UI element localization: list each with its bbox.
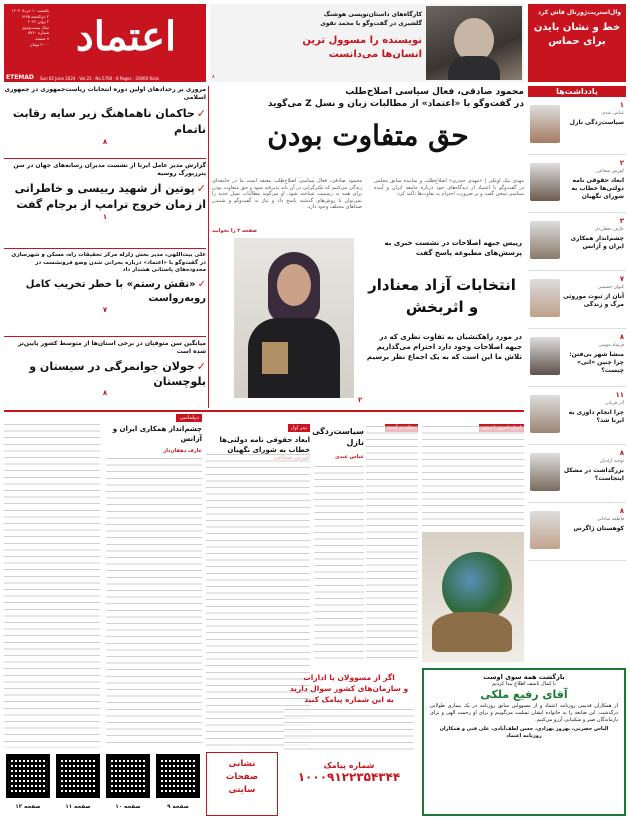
sidebar-list [528, 99, 626, 561]
author-avatar [530, 279, 560, 317]
story-kicker: گزارش مدیر عامل ایرنا از نشست مدیران رسانه‌های جهان در سن پترزبورگ روسیه [13, 162, 206, 177]
author-photo [426, 6, 522, 80]
author-avatar [530, 395, 560, 433]
story-headline: ✓حاکمان ناهماهنگ زیر سایه رقابت ناتمام [12, 107, 206, 136]
sms-number[interactable]: ۱۰۰۰۹۱۲۲۳۵۴۳۴۴ [297, 770, 401, 784]
qr-label: صفحه ۱۱ [65, 804, 91, 810]
page-number: ۷ [102, 305, 108, 314]
col-body-2 [314, 466, 364, 662]
author-name: آذر قربانی [604, 401, 624, 406]
note-title: منشا شهر بی‌فتن: چرا چنین «انی» چیست؟ [569, 351, 624, 374]
author-avatar [530, 105, 560, 143]
issue-strip: Sun 02 June 2024 · Vol.22 · No.5760 · 8 Pages · 20000 Rials [40, 76, 159, 81]
qr-code[interactable] [56, 754, 100, 798]
page-number: ۳ [619, 217, 624, 225]
main-story[interactable] [212, 86, 524, 236]
main-headline: حق متفاوت بودن [267, 119, 469, 152]
obit-intro: با کمال تاسف اطلاع پیدا کردیم [492, 681, 556, 687]
story-kicker: مروری بر رخدادهای اولین دوره انتخابات ریاست‌جمهوری در جمهوری اسلامی [4, 86, 206, 101]
note-title: سیاست‌زدگی نازل [569, 119, 624, 126]
main-body-left: محمود صادقی، فعال سیاسی اصلاح‌طلب معتقد است ما در جامعه‌ای زندگی می‌کنیم که تکثرگرایی در آن باید پذیرفته شود و حق متفاوت بودن برای همه به رسمیت شناخته شود. او می‌گوید مطالبات نسل جدید را نمی‌توان با روش‌های گذشته پاسخ داد و نیاز به گفت‌وگو و شنیدن صداهای مختلف وجود دارد. [212, 178, 362, 211]
woman-photo [234, 238, 354, 398]
col-author: عباس عبدی [335, 454, 364, 460]
date-block: یکشنبه ۱۰ خرداد ۱۴۰۳ ۲ ذی‌الحجه ۱۴۴۵ ۲ ژوئن ۲۰۲۴ سال بیست‌ودوم شماره ۵۷۶۰ ۸ صفحه ۲۰۰۰ تومان [11, 8, 49, 47]
check-icon: ✓ [196, 107, 206, 120]
earth-photo [422, 532, 524, 662]
note-title: بزرگداشت در مشکل اینجاست؟ [563, 467, 624, 482]
section-label: دیپلماسی [176, 414, 202, 422]
author-name: فرشاد مومنی [598, 343, 624, 348]
page-number: ۸ [619, 333, 624, 341]
election-story-2[interactable] [4, 162, 206, 246]
qr-code[interactable] [156, 754, 200, 798]
story-headline: خط و نشان بایدن برای حماس [533, 22, 621, 47]
ad-lines: اگر از مسوولان یا ادارات و سازمان‌های کشور سوال دارید به این شماره پیامک کنید [289, 673, 409, 704]
ad-body [284, 709, 414, 755]
author-name: توحید آزادیان [599, 459, 624, 464]
main-subhead: در گفت‌وگو با «اعتماد» از مطالبات زبان و نسل Z می‌گوید [267, 99, 524, 109]
page-number: ۱۱ [615, 391, 624, 399]
page-number: ۸ [619, 449, 624, 457]
bottom-col-1[interactable] [4, 414, 202, 750]
note-title: ابعاد حقوقی نامه دولتی‌ها خطاب به شورای نگهبان [571, 177, 624, 200]
note-title: چرا انجام داوری به ایرنا شد؟ [568, 409, 624, 424]
photo-body: در مورد راهکنشیان به تفاوت نظری که در جبهه اصلاحات وجود دارد احترام می‌گذاریم تلاش ما این است که به یک اجماع نظر برسیم [366, 333, 522, 361]
page-number: ۸ [619, 507, 624, 515]
author-name: کورش شجاعی [595, 169, 624, 174]
bottom-col-3[interactable] [314, 414, 418, 664]
col-headline: چشم‌انداز همکاری ایران و آزانس [112, 425, 202, 443]
page-number: ۸ [102, 138, 108, 146]
obit-signature: الیاس حضرتی، بهروز بهزادی، حسن لطف‌آبادی، علی فنی و همکاران روزنامه اعتماد [439, 726, 609, 739]
sidebar-item[interactable] [528, 447, 626, 503]
obit-name: آقای رفیع ملکی [480, 688, 568, 701]
col-body [422, 426, 524, 526]
note-title: چشم‌انداز همکاری ایران و آزانس [570, 235, 624, 250]
qr-label: صفحه ۹ [167, 804, 189, 810]
election-story-3[interactable] [4, 252, 206, 334]
qr-label: صفحه ۱۰ [115, 804, 141, 810]
page-number: ۸ [102, 389, 108, 397]
story-headline: ✓جولان جوانمرگی در سیستان و بلوچستان [29, 360, 206, 388]
col-author: عارف دهقان‌دار [163, 448, 202, 454]
check-icon: ✓ [196, 360, 206, 373]
site-ad [206, 752, 278, 816]
top-right-story[interactable] [528, 4, 626, 82]
sidebar-item[interactable] [528, 157, 626, 213]
main-body-right: مهدی بیک اوغلی | «مهدی حیدری» اصلاح‌طلب و نماینده سابق مجلس در گفت‌وگو با اعتماد از دیدگاه‌های خود درباره جامعه ایران و آینده سیاسی سخن گفت و بر ضرورت احترام به تفاوت‌ها تاکید کرد. [374, 178, 524, 198]
author-avatar [530, 511, 560, 549]
qr-code[interactable] [6, 754, 50, 798]
masthead [4, 4, 206, 82]
col-body-2 [4, 424, 100, 748]
qr-strip [4, 752, 202, 816]
obit-header: بازگشت همه سوی اوست [483, 673, 565, 681]
photo-story[interactable] [212, 238, 524, 408]
note-title: کوهستان ژاگرس [573, 525, 624, 532]
author-name: کیوان حشمتی [597, 285, 624, 290]
col-body [106, 458, 202, 748]
note-title: آنان از ثبوت موروثی مرگ و زندگی [563, 293, 624, 308]
photo-kicker: رییس جبهه اصلاحات در نشست خبری به پرسش‌های مطبوعه پاسخ گفت [384, 239, 522, 257]
sidebar-item[interactable] [528, 331, 626, 387]
story-kicker: علی بیت‌اللهی، مدیر بخش زلزله مرکز تحقیقات راه، مسکن و شهرسازی در گفت‌وگو با «اعتماد» درباره بحرانی شدن وضع فرونشست در محدوده‌های پاستانی هشدار داد [11, 252, 206, 273]
election-story-4[interactable] [4, 340, 206, 408]
top-center-story[interactable] [210, 4, 524, 82]
author-name: فاطمه ساداتی [597, 517, 624, 522]
main-page-ref[interactable]: صفحه ۲ را بخوانید [212, 228, 258, 234]
sidebar-item[interactable] [528, 505, 626, 561]
sidebar-item[interactable] [528, 99, 626, 155]
story-kicker: میانگین سن متوفیان در برخی استان‌ها از متوسط کشور پایین‌تر شده است [17, 340, 206, 355]
obituary [422, 668, 626, 816]
author-avatar [530, 337, 560, 375]
page-number: ۱ [619, 101, 624, 109]
main-kicker: محمود صادقی، فعال سیاسی اصلاح‌طلب [345, 87, 524, 97]
page-ref: ۸ [212, 74, 215, 80]
page-number: ۱ [102, 213, 108, 221]
qr-code[interactable] [106, 754, 150, 798]
sidebar-item[interactable] [528, 273, 626, 329]
col-body [366, 426, 418, 662]
newspaper-logo: اعتماد [75, 13, 177, 60]
notes-sidebar [528, 86, 626, 560]
page-number: ۲ [619, 159, 624, 167]
story-headline: ✓پوتین از شهید رییسی و خاطراتی از زمان خروج ترامپ از برجام گفت [14, 182, 206, 211]
sidebar-item[interactable] [528, 215, 626, 271]
obit-body: از همکاران قدیمی روزنامه اعتماد و از مسوولین سابق روزنامه در یک بیماری طولانی درگذشت. این ضایعه را به خانواده ایشان تسلیت می‌گوییم و برای او رحمت الهی و برای بازماندگان صبر و شکیبایی آرزو می‌کنیم. [430, 703, 618, 723]
col-headline: ابعاد حقوقی نامه دولتی‌ها خطاب به شورای نگهبان [219, 436, 310, 454]
sidebar-item[interactable] [528, 389, 626, 445]
photo-headline: انتخابات آزاد معنادار و اثربخش [368, 276, 516, 316]
latin-name: ETEMAD [6, 74, 34, 81]
section-label: تیتر اول [288, 424, 310, 432]
check-icon: ✓ [196, 182, 206, 195]
bottom-col-4[interactable] [422, 414, 524, 664]
page-number: ۲ [358, 396, 363, 404]
qr-label: صفحه ۱۲ [15, 804, 41, 810]
sms-ad-box [280, 668, 418, 816]
author-avatar [530, 163, 560, 201]
author-avatar [530, 453, 560, 491]
story-headline: ✓«نقش رستم» با خطر تخریب کامل روبه‌رواست [25, 278, 206, 304]
page-number: ۷ [619, 275, 624, 283]
col-headline: سیاست‌زدگی نازل [312, 427, 364, 447]
author-avatar [530, 221, 560, 259]
sms-label: شماره پیامک [323, 761, 375, 770]
story-kicker: وال‌استریت‌ژورنال فاش کرد [537, 9, 621, 16]
author-name: عباس عبدی [601, 111, 624, 116]
check-icon: ✓ [197, 278, 206, 290]
author-name: عارف دهقان‌دار [594, 227, 624, 232]
election-story-1[interactable] [4, 86, 206, 158]
ad-text: نشانی صفحات سایتی [225, 759, 259, 795]
sidebar-title: یادداشت‌ها [528, 86, 626, 97]
story-kicker: کارگاه‌های داستان‌نویسی هوشنگ گلشیری در گفت‌وگو با محمد تقوی [320, 11, 422, 27]
story-headline: نویسنده را مسوول ترین انسان‌ها می‌دانست [302, 35, 422, 60]
election-column [4, 86, 206, 408]
